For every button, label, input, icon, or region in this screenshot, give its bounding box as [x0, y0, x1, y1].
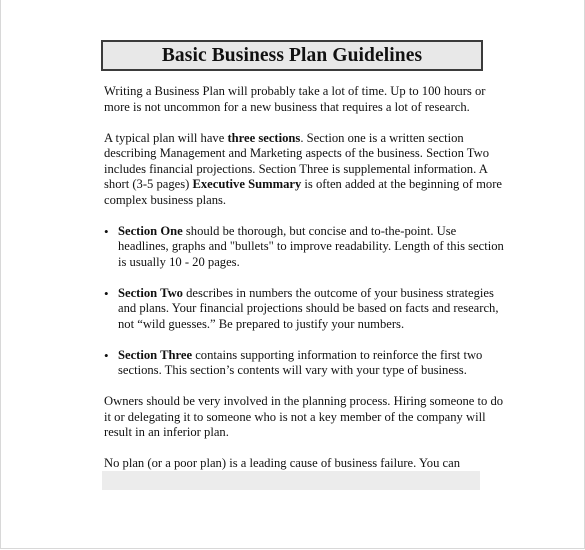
footer-bar: [102, 471, 480, 490]
section-one-text: should be thorough, but concise and to-the-point. Use headlines, graphs and "bullets" to improve readability. Length of this section is usually 10 - 20 pages.: [118, 223, 504, 269]
list-item-section-one: [104, 224, 504, 271]
section-two-label: Section Two: [118, 285, 183, 300]
plan-paragraph: [104, 131, 504, 209]
intro-paragraph: Writing a Business Plan will probably take a lot of time. Up to 100 hours or more is not uncommon for a new business that requires a lot of research.: [104, 84, 486, 114]
section-three-text: contains supporting information to reinforce the first two sections. This section’s contents will vary with your type of business.: [118, 347, 483, 377]
executive-summary-bold: Executive Summary: [192, 177, 302, 191]
section-one-label: Section One: [118, 223, 183, 238]
sections-list: [104, 224, 504, 379]
section-three-label: Section Three: [118, 347, 193, 362]
list-item-section-three: [104, 348, 504, 379]
document-title: Basic Business Plan Guidelines: [161, 44, 423, 66]
title-box: [101, 40, 483, 71]
closing-paragraph: No plan (or a poor plan) is a leading cause of business failure. You can: [104, 456, 461, 470]
plan-text-3: is often added at the beginning of more complex business plans.: [104, 177, 503, 207]
plan-text-1: A typical plan will have: [104, 130, 228, 145]
three-sections-bold: three sections: [227, 130, 301, 145]
owners-paragraph: Owners should be very involved in the planning process. Hiring someone to do it or delegating it to someone who is not a key member of the company will result in an inferior plan.: [104, 394, 504, 439]
document-body: [104, 84, 504, 503]
plan-text-2: . Section one is a written section describing Management and Marketing aspects of the business. Section Two includes financial projections. Section Three is supplemental information. A short (3-5 pages): [104, 130, 490, 191]
list-item-section-two: [104, 286, 504, 333]
section-two-text: describes in numbers the outcome of your business strategies and plans. Your financial projections should be based on facts and research, not “wild guesses.” Be prepared to justify your numbers.: [118, 285, 499, 331]
